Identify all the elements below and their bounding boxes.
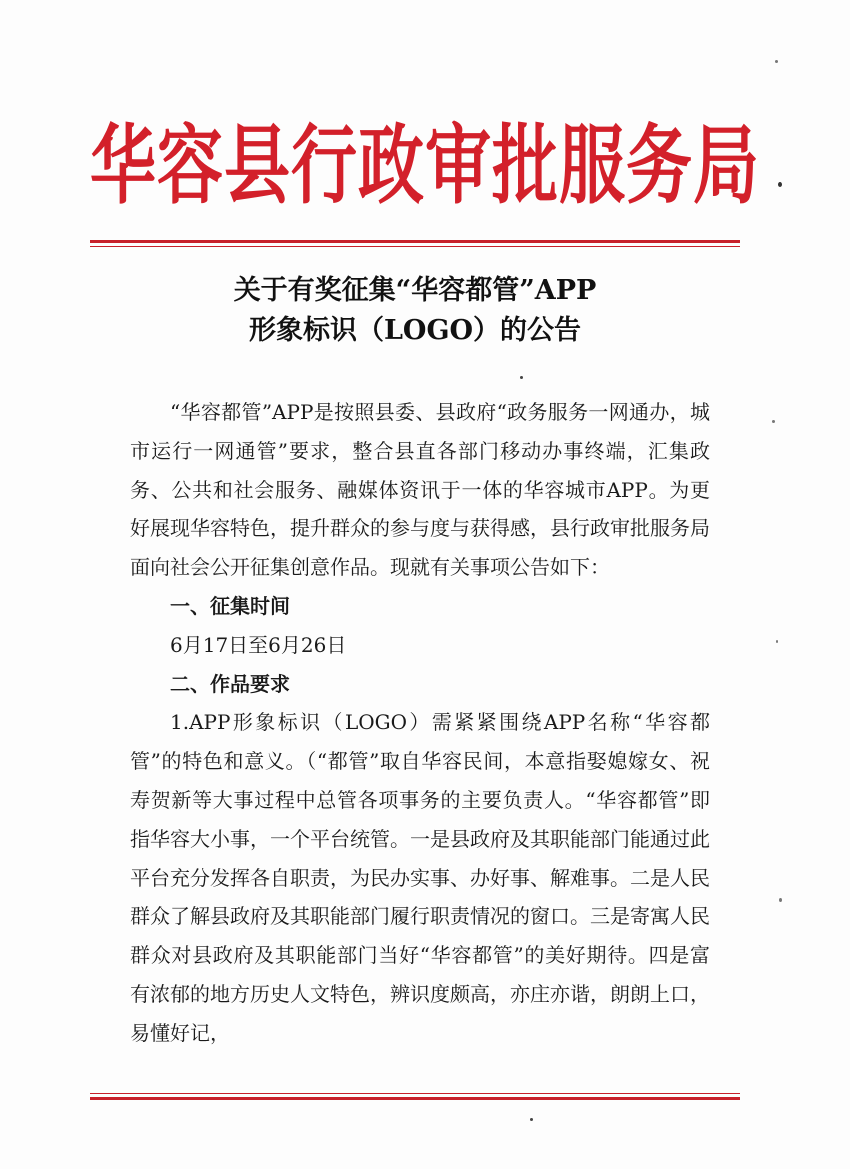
letterhead (88, 100, 762, 230)
scan-speck (530, 1118, 533, 1121)
footer-rule-thick (90, 1097, 740, 1100)
footer-rule-thin (90, 1093, 740, 1094)
scan-speck (778, 182, 782, 187)
section-heading-time: 一、征集时间 (170, 593, 290, 618)
requirement-item-1: 1.APP形象标识（LOGO）需紧紧围绕APP名称“华容都管”的特色和意义。（“都管”取自华容民间，本意指娶媳嫁女、祝寿贺新等大事过程中总管各项事务的主要负责人。“华容都管”即指华容大小事，一个平台统管。一是县政府及其职能部门能通过此平台充分发挥各自职责，为民办实事、办好事、解难事。二是人民群众了解县政府及其职能部门履行职责情况的窗口。三是寄寓人民群众对县政府及其职能部门当好“华容都管”的美好期待。四是富有浓郁的地方历史人文特色，辨识度颇高，亦庄亦谐，朗朗上口，易懂好记， (130, 710, 710, 1045)
notice-title-line1: 关于有奖征集“华容都管”APP (233, 275, 597, 306)
scan-speck (520, 376, 523, 379)
letterhead-rule-thin (90, 246, 740, 247)
letterhead-org-name: 华容县行政审批服务局 (90, 114, 760, 216)
notice-body (130, 393, 710, 1053)
scan-speck (779, 898, 782, 902)
scan-speck (772, 420, 775, 423)
notice-title-line2: 形象标识（LOGO）的公告 (248, 315, 582, 346)
section-text-time: 6月17日至6月26日 (170, 632, 347, 657)
scan-speck (775, 60, 778, 63)
letterhead-rule-thick (90, 240, 740, 243)
section-heading-requirements: 二、作品要求 (170, 671, 290, 696)
intro-paragraph: “华容都管”APP是按照县委、县政府“政务服务一网通办，城市运行一网通管”要求，整合县直各部门移动办事终端，汇集政务、公共和社会服务、融媒体资讯于一体的华容城市APP。为更好展现华容特色，提升群众的参与度与获得感，县行政审批服务局面向社会公开征集创意作品。现就有关事项公告如下： (130, 400, 710, 580)
scan-speck (776, 640, 778, 643)
